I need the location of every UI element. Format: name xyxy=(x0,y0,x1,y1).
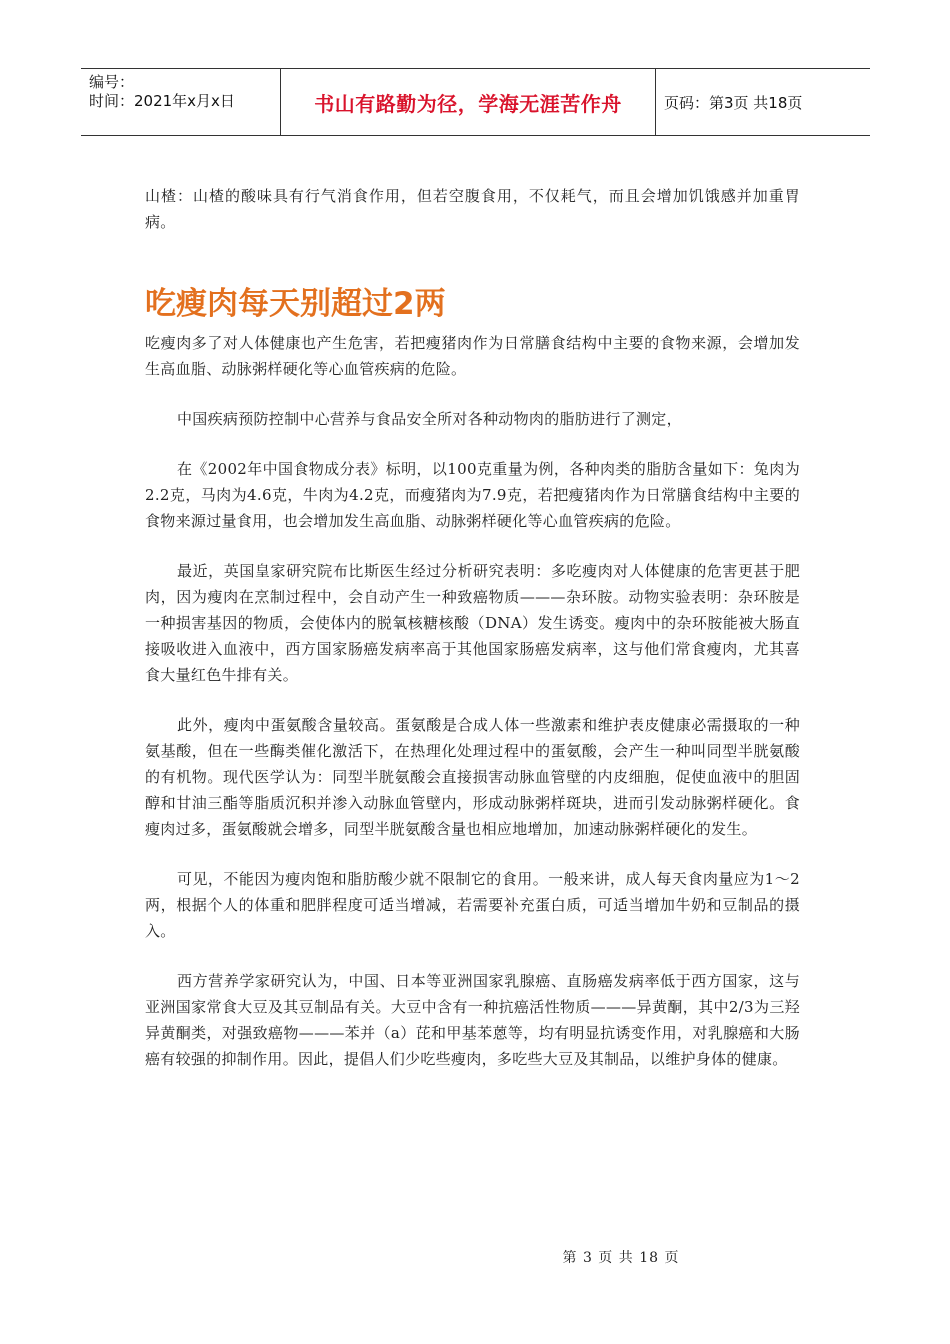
section-heading: 吃瘦肉每天别超过2两 xyxy=(145,286,446,322)
document-time-label: 时间：2021年x月x日 xyxy=(89,92,235,110)
header-meta-cell xyxy=(81,69,281,135)
footer-page-number: 第 3 页 共 18 页 xyxy=(562,1250,680,1266)
page-header xyxy=(81,68,870,136)
page-footer xyxy=(0,1247,950,1267)
header-page-info: 页码：第3页 共18页 xyxy=(664,93,803,112)
body-paragraph: 最近，英国皇家研究院布比斯医生经过分析研究表明：多吃瘦肉对人体健康的危害更甚于肥肉，因为瘦肉在烹制过程中，会自动产生一种致癌物质———杂环胺。动物实验表明：杂环胺是一种损害基因的物质，会使体内的脱氧核糖核酸（DNA）发生诱变。瘦肉中的杂环胺能被大肠直接吸收进入血液中，西方国家肠癌发病率高于其他国家肠癌发病率，这与他们常食瘦肉，尤其喜食大量红色牛排有关。 xyxy=(145,562,800,684)
document-body xyxy=(145,183,800,1072)
header-page-cell xyxy=(656,69,870,135)
body-paragraph: 西方营养学家研究认为，中国、日本等亚洲国家乳腺癌、直肠癌发病率低于西方国家，这与亚洲国家常食大豆及其豆制品有关。大豆中含有一种抗癌活性物质———异黄酮，其中2/3为三羟异黄酮类，对强致癌物———苯并（a）芘和甲基苯蒽等，均有明显抗诱变作用，对乳腺癌和大肠癌有较强的抑制作用。因此，提倡人们少吃些瘦肉，多吃些大豆及其制品，以维护身体的健康。 xyxy=(145,972,800,1068)
header-motto-cell xyxy=(281,69,656,135)
body-paragraph: 中国疾病预防控制中心营养与食品安全所对各种动物肉的脂肪进行了测定， xyxy=(177,410,682,428)
body-paragraph: 吃瘦肉多了对人体健康也产生危害，若把瘦猪肉作为日常膳食结构中主要的食物来源，会增加发生高血脂、动脉粥样硬化等心血管疾病的危险。 xyxy=(145,334,800,378)
body-paragraph: 可见，不能因为瘦肉饱和脂肪酸少就不限制它的食用。一般来讲，成人每天食肉量应为1～2两，根据个人的体重和肥胖程度可适当增减，若需要补充蛋白质，可适当增加牛奶和豆制品的摄入。 xyxy=(145,870,800,940)
document-number-label: 编号： xyxy=(89,73,135,91)
intro-paragraph: 山楂：山楂的酸味具有行气消食作用，但若空腹食用，不仅耗气，而且会增加饥饿感并加重胃病。 xyxy=(145,187,800,231)
body-paragraph: 此外，瘦肉中蛋氨酸含量较高。蛋氨酸是合成人体一些激素和维护表皮健康必需摄取的一种氨基酸，但在一些酶类催化激活下，在热理化处理过程中的蛋氨酸，会产生一种叫同型半胱氨酸的有机物。现代医学认为：同型半胱氨酸会直接损害动脉血管壁的内皮细胞，促使血液中的胆固醇和甘油三酯等脂质沉积并渗入动脉血管壁内，形成动脉粥样斑块，进而引发动脉粥样硬化。食瘦肉过多，蛋氨酸就会增多，同型半胱氨酸含量也相应地增加，加速动脉粥样硬化的发生。 xyxy=(145,716,800,838)
header-motto: 书山有路勤为径，学海无涯苦作舟 xyxy=(314,91,622,116)
body-paragraph: 在《2002年中国食物成分表》标明，以100克重量为例，各种肉类的脂肪含量如下：兔肉为2.2克，马肉为4.6克，牛肉为4.2克，而瘦猪肉为7.9克，若把瘦猪肉作为日常膳食结构中主要的食物来源过量食用，也会增加发生高血脂、动脉粥样硬化等心血管疾病的危险。 xyxy=(145,460,800,530)
